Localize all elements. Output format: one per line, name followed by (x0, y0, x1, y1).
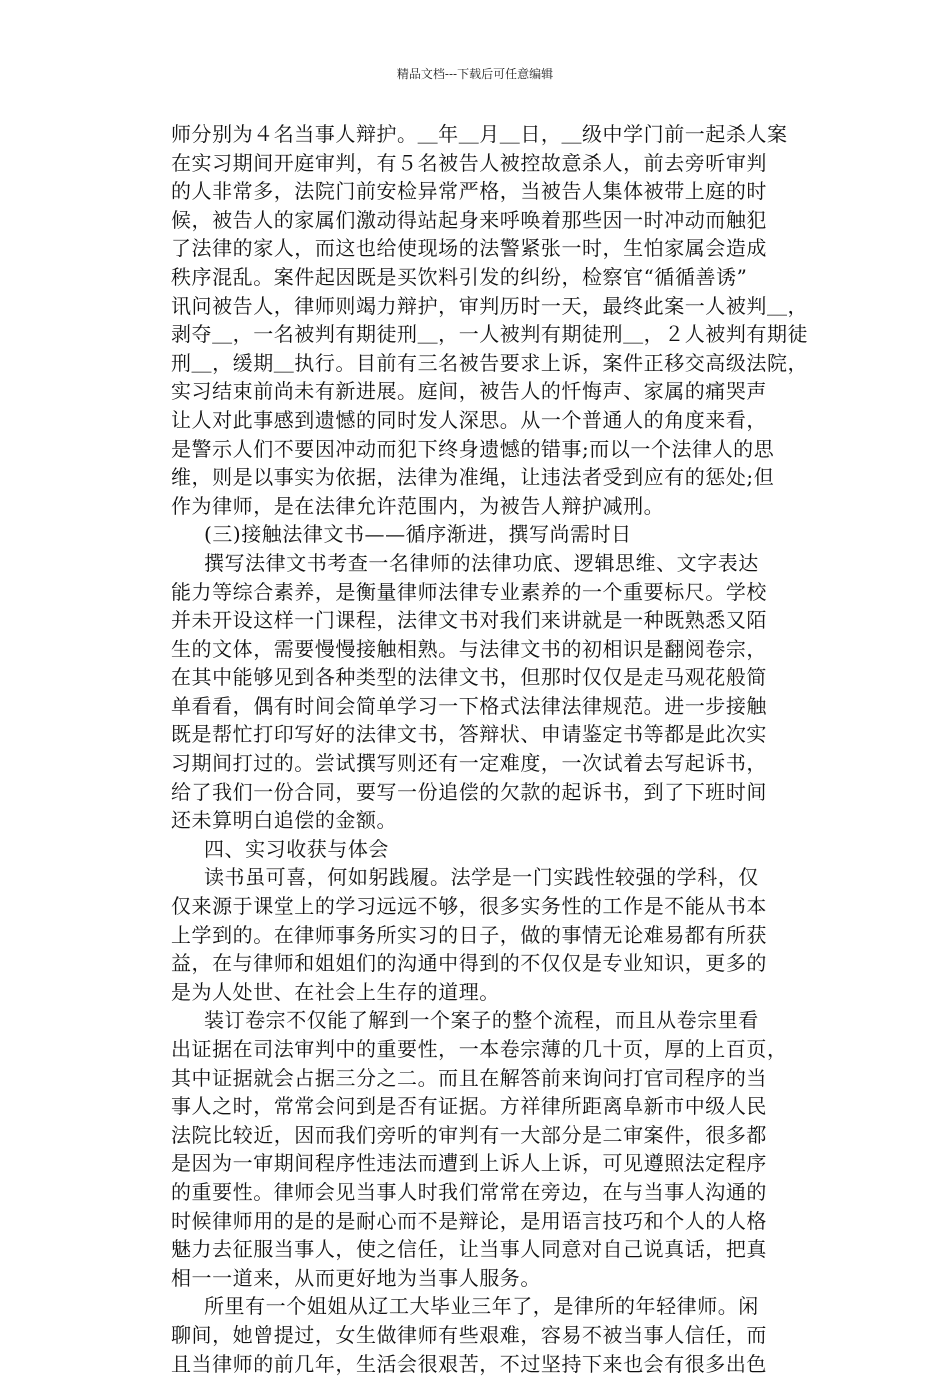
text-line: 剥夺＿，一名被判有期徒刑＿，一人被判有期徒刑＿，２人被判有期徒 (171, 322, 809, 347)
text-line: 是警示人们不要因冲动而犯下终身遗憾的错事;而以一个法律人的思 (171, 436, 775, 461)
text-line: 其中证据就会占据三分之二。而且在解答前来询问打官司程序的当 (171, 1065, 767, 1090)
text-line: 单看看，偶有时间会简单学习一下格式法律法律规范。进一步接触 (171, 693, 767, 718)
text-line: 在实习期间开庭审判，有５名被告人被控故意杀人，前去旁听审判 (171, 150, 767, 175)
text-line: 师分别为４名当事人辩护。＿年＿月＿日，＿级中学门前一起杀人案 (171, 122, 788, 146)
text-line: 仅来源于课堂上的学习远远不够，很多实务性的工作是不能从书本 (171, 894, 767, 919)
text-line: 聊间，她曾提过，女生做律师有些艰难，容易不被当事人信任，而 (171, 1322, 767, 1347)
text-line: 实习结束前尚未有新进展。庭间，被告人的忏悔声、家属的痛哭声 (171, 379, 767, 404)
text-line: 并未开设这样一门课程，法律文书对我们来讲就是一种既熟悉又陌 (171, 608, 767, 633)
text-line: 出证据在司法审判中的重要性，一本卷宗薄的几十页，厚的上百页， (171, 1037, 788, 1061)
text-line: 秩序混乱。案件起因既是买饮料引发的纠纷，检察官“循循善诱” (171, 264, 748, 289)
text-line: 还未算明白追偿的金额。 (171, 808, 398, 833)
text-line: 且当律师的前几年，生活会很艰苦，不过坚持下来也会有很多出色 (171, 1351, 767, 1376)
text-line: 既是帮忙打印写好的法律文书，答辩状、申请鉴定书等都是此次实 (171, 722, 767, 747)
text-line: 是因为一审期间程序性违法而遭到上诉人上诉，可见遵照法定程序 (171, 1151, 767, 1176)
text-line: 是为人处世、在社会上生存的道理。 (171, 979, 500, 1004)
text-line: 能力等综合素养，是衡量律师法律专业素养的一个重要标尺。学校 (171, 579, 767, 604)
text-line: 时候律师用的是的是耐心而不是辩论，是用语言技巧和个人的人格 (171, 1208, 767, 1233)
text-line: 上学到的。在律师事务所实习的日子，做的事情无论难易都有所获 (171, 922, 767, 947)
text-line: 生的文体，需要慢慢接触相熟。与法律文书的初相识是翻阅卷宗， (171, 636, 767, 661)
text-line: 装订卷宗不仅能了解到一个案子的整个流程，而且从卷宗里看 (204, 1008, 759, 1033)
section-heading: 四、实习收获与体会 (204, 836, 389, 861)
text-line: 了法律的家人，而这也给使现场的法警紧张一时，生怕家属会造成 (171, 236, 767, 261)
text-line: 的人非常多，法院门前安检异常严格，当被告人集体被带上庭的时 (171, 179, 767, 204)
text-line: 让人对此事感到遗憾的同时发人深思。从一个普通人的角度来看， (171, 407, 767, 432)
text-line: 习期间打过的。尝试撰写则还有一定难度，一次试着去写起诉书， (171, 751, 767, 776)
text-line: 所里有一个姐姐从辽工大毕业三年了，是律所的年轻律师。闲 (204, 1294, 759, 1319)
section-heading: (三)接触法律文书——循序渐进，撰写尚需时日 (204, 522, 632, 547)
page-header: 精品文档---下载后可任意编辑 (396, 67, 554, 81)
text-line: 益，在与律师和姐姐们的沟通中得到的不仅仅是专业知识，更多的 (171, 951, 767, 976)
text-line: 候，被告人的家属们激动得站起身来呼唤着那些因一时冲动而触犯 (171, 207, 767, 232)
text-line: 相一一道来，从而更好地为当事人服务。 (171, 1265, 541, 1290)
text-line: 撰写法律文书考查一名律师的法律功底、逻辑思维、文字表达 (204, 550, 759, 575)
document-body (171, 120, 809, 1378)
text-line: 魅力去征服当事人，使之信任，让当事人同意对自己说真话，把真 (171, 1237, 767, 1262)
text-line: 事人之时，常常会问到是否有证据。方祥律所距离阜新市中级人民 (171, 1094, 767, 1119)
text-line: 的重要性。律师会见当事人时我们常常在旁边，在与当事人沟通的 (171, 1179, 767, 1204)
text-line: 在其中能够见到各种类型的法律文书，但那时仅仅是走马观花般简 (171, 665, 767, 690)
text-line: 讯问被告人，律师则竭力辩护，审判历时一天，最终此案一人被判＿， (171, 293, 809, 318)
text-line: 给了我们一份合同，要写一份追偿的欠款的起诉书，到了下班时间 (171, 779, 767, 804)
text-line: 读书虽可喜，何如躬践履。法学是一门实践性较强的学科，仅 (204, 865, 759, 890)
text-line: 法院比较近，因而我们旁听的审判有一大部分是二审案件，很多都 (171, 1122, 767, 1147)
text-line: 维，则是以事实为依据，法律为准绳，让违法者受到应有的惩处;但 (171, 465, 775, 490)
text-line: 刑＿，缓期＿执行。目前有三名被告要求上诉，案件正移交高级法院， (171, 350, 809, 375)
text-line: 作为律师，是在法律允许范围内，为被告人辩护减刑。 (171, 493, 665, 518)
